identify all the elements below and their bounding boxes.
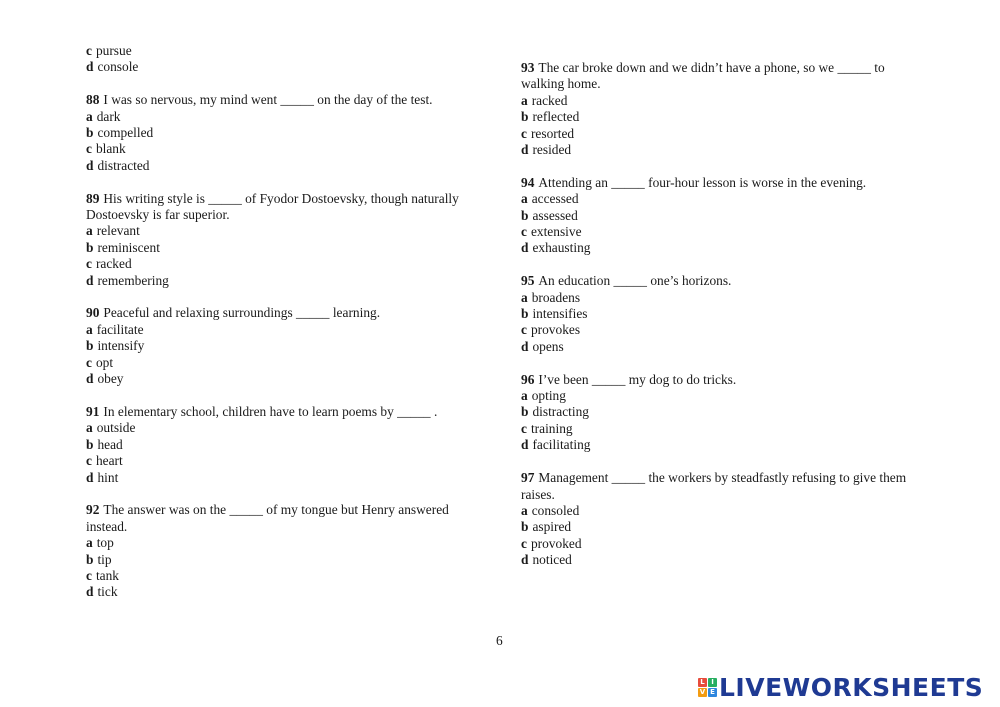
option-letter: b [86, 125, 94, 141]
logo-tile-v: V [699, 687, 706, 696]
question-97 [521, 470, 916, 568]
option-row [521, 536, 916, 552]
option-row [86, 322, 486, 338]
option-text: training [530, 420, 573, 436]
option-row [86, 109, 486, 125]
option-letter: b [521, 519, 529, 535]
option-text: hint [97, 469, 119, 485]
right-column [521, 60, 916, 585]
option-text: accessed [531, 191, 579, 207]
option-text: heart [95, 453, 123, 469]
option-row [86, 584, 486, 600]
question-93 [521, 60, 916, 158]
option-text: provoked [530, 535, 582, 551]
option-letter: d [86, 59, 94, 75]
option-text: facilitating [532, 437, 591, 453]
question-text: Management _____ the workers by steadfastly refusing to give them raises. [521, 470, 907, 502]
option-text: top [96, 535, 114, 551]
option-letter: d [521, 142, 529, 158]
liveworksheets-logo-icon [698, 678, 717, 697]
option-text: distracted [97, 157, 150, 173]
question-90 [86, 305, 486, 387]
question-89 [86, 191, 486, 289]
question-number: 89 [86, 190, 100, 206]
option-text: provokes [530, 322, 581, 338]
question-text: His writing style is _____ of Fyodor Dostoevsky, though naturally Dostoevsky is far superior. [86, 190, 459, 223]
question-number: 95 [521, 273, 535, 289]
option-letter: d [521, 338, 529, 354]
option-text: relevant [96, 223, 140, 239]
option-letter: a [86, 321, 93, 337]
option-text: resorted [530, 125, 575, 141]
option-letter: b [86, 338, 94, 354]
option-letter: a [521, 502, 528, 518]
option-text: tip [97, 551, 112, 567]
option-letter: d [521, 437, 529, 453]
question-text: The car broke down and we didn’t have a phone, so we _____ to walking home. [521, 60, 885, 92]
option-text: tick [97, 584, 118, 600]
option-row [521, 224, 916, 240]
option-row [86, 256, 486, 272]
question-number: 92 [86, 502, 100, 518]
question-number: 90 [86, 305, 100, 321]
option-row [521, 421, 916, 437]
option-row [521, 322, 916, 338]
option-row [86, 552, 486, 568]
option-letter: b [86, 551, 94, 567]
option-text: blank [95, 141, 126, 157]
question-95 [521, 273, 916, 355]
option-letter: c [86, 141, 92, 157]
question-88 [86, 92, 486, 174]
option-text: head [97, 436, 123, 452]
option-letter: c [86, 354, 92, 370]
liveworksheets-logo-text: LIVEWORKSHEETS [719, 672, 984, 702]
question-number: 91 [86, 403, 100, 419]
option-text: racked [95, 256, 132, 272]
option-row [521, 437, 916, 453]
option-row [86, 338, 486, 354]
option-row [86, 125, 486, 141]
option-text: tank [95, 567, 120, 583]
option-row [86, 371, 486, 387]
option-letter: a [86, 420, 93, 436]
option-letter: a [86, 223, 93, 239]
option-text: outside [96, 420, 136, 436]
option-letter: c [521, 322, 527, 338]
option-letter: a [86, 108, 93, 124]
option-text: assessed [532, 207, 578, 223]
option-text: compelled [97, 125, 154, 141]
option-row [86, 453, 486, 469]
question-number: 93 [521, 60, 535, 75]
option-letter: a [521, 388, 528, 404]
option-letter: c [521, 535, 527, 551]
left-column [86, 43, 486, 617]
option-letter: c [521, 125, 527, 141]
option-letter: c [86, 43, 92, 58]
question-text: I was so nervous, my mind went _____ on the day of the test. [103, 92, 433, 108]
option-text: racked [531, 92, 568, 108]
question-text: An education _____ one’s horizons. [538, 273, 732, 289]
option-row [521, 503, 916, 519]
option-row [86, 158, 486, 174]
page-number: 6 [496, 633, 503, 648]
option-text: opens [532, 338, 564, 354]
option-text: distracting [532, 404, 589, 420]
option-text: remembering [97, 272, 169, 288]
option-text: pursue [95, 43, 132, 58]
option-row [86, 273, 486, 289]
option-row [521, 519, 916, 535]
question-text: In elementary school, children have to learn poems by _____ . [103, 403, 438, 419]
question-number: 88 [86, 92, 100, 108]
option-row [86, 355, 486, 371]
option-row [521, 142, 916, 158]
option-row [521, 339, 916, 355]
option-text: obey [97, 371, 124, 387]
option-letter: c [86, 453, 92, 469]
option-row [86, 240, 486, 256]
continuation-options [86, 43, 486, 76]
option-letter: a [86, 535, 93, 551]
option-text: reminiscent [97, 239, 160, 255]
option-text: intensify [97, 338, 145, 354]
option-row [521, 306, 916, 322]
option-text: intensifies [532, 306, 588, 322]
option-row [86, 43, 486, 59]
option-row [521, 240, 916, 256]
option-letter: c [521, 420, 527, 436]
option-row [86, 437, 486, 453]
option-letter: d [86, 469, 94, 485]
option-row [521, 388, 916, 404]
option-row [86, 535, 486, 551]
option-letter: b [521, 109, 529, 125]
logo-tile-i: I [708, 678, 717, 687]
liveworksheets-logo[interactable] [698, 672, 983, 702]
option-letter: b [86, 436, 94, 452]
question-text: The answer was on the _____ of my tongue but Henry answered instead. [86, 502, 449, 534]
question-94 [521, 175, 916, 257]
question-96 [521, 372, 916, 454]
option-letter: a [521, 191, 528, 207]
option-letter: b [86, 239, 94, 255]
option-letter: b [521, 306, 529, 322]
option-text: resided [532, 142, 572, 158]
option-row [86, 420, 486, 436]
logo-tile-l: L [698, 678, 707, 687]
question-text: Attending an _____ four-hour lesson is worse in the evening. [538, 174, 867, 190]
logo-tile-e: E [708, 688, 717, 697]
option-text: console [97, 59, 139, 75]
option-row [521, 552, 916, 568]
option-text: reflected [532, 109, 580, 125]
option-letter: d [521, 552, 529, 568]
option-letter: d [521, 240, 529, 256]
option-letter: c [86, 567, 92, 583]
option-row [86, 568, 486, 584]
question-text: Peaceful and relaxing surroundings _____ learning. [103, 305, 381, 321]
option-letter: b [521, 207, 529, 223]
option-letter: d [86, 157, 94, 173]
option-row [521, 109, 916, 125]
option-letter: b [521, 404, 529, 420]
option-letter: d [86, 272, 94, 288]
option-letter: a [521, 92, 528, 108]
option-row [521, 93, 916, 109]
option-row [86, 223, 486, 239]
option-text: opting [531, 388, 566, 404]
question-92 [86, 502, 486, 600]
option-text: dark [96, 108, 121, 124]
option-row [521, 126, 916, 142]
option-text: broadens [531, 289, 581, 305]
question-number: 97 [521, 470, 535, 486]
option-text: extensive [530, 224, 582, 240]
question-91 [86, 404, 486, 486]
option-row [86, 141, 486, 157]
option-text: facilitate [96, 321, 144, 337]
option-row [521, 191, 916, 207]
option-letter: c [521, 224, 527, 240]
option-row [86, 470, 486, 486]
option-text: consoled [531, 502, 580, 518]
option-letter: d [86, 371, 94, 387]
option-row [86, 59, 486, 75]
option-letter: c [86, 256, 92, 272]
question-number: 96 [521, 371, 535, 387]
option-text: exhausting [532, 240, 591, 256]
question-number: 94 [521, 174, 535, 190]
option-row [521, 290, 916, 306]
option-text: opt [95, 354, 114, 370]
option-text: aspired [532, 519, 572, 535]
option-letter: a [521, 289, 528, 305]
option-letter: d [86, 584, 94, 600]
option-row [521, 208, 916, 224]
option-row [521, 404, 916, 420]
question-text: I’ve been _____ my dog to do tricks. [538, 371, 737, 387]
option-text: noticed [532, 552, 572, 568]
